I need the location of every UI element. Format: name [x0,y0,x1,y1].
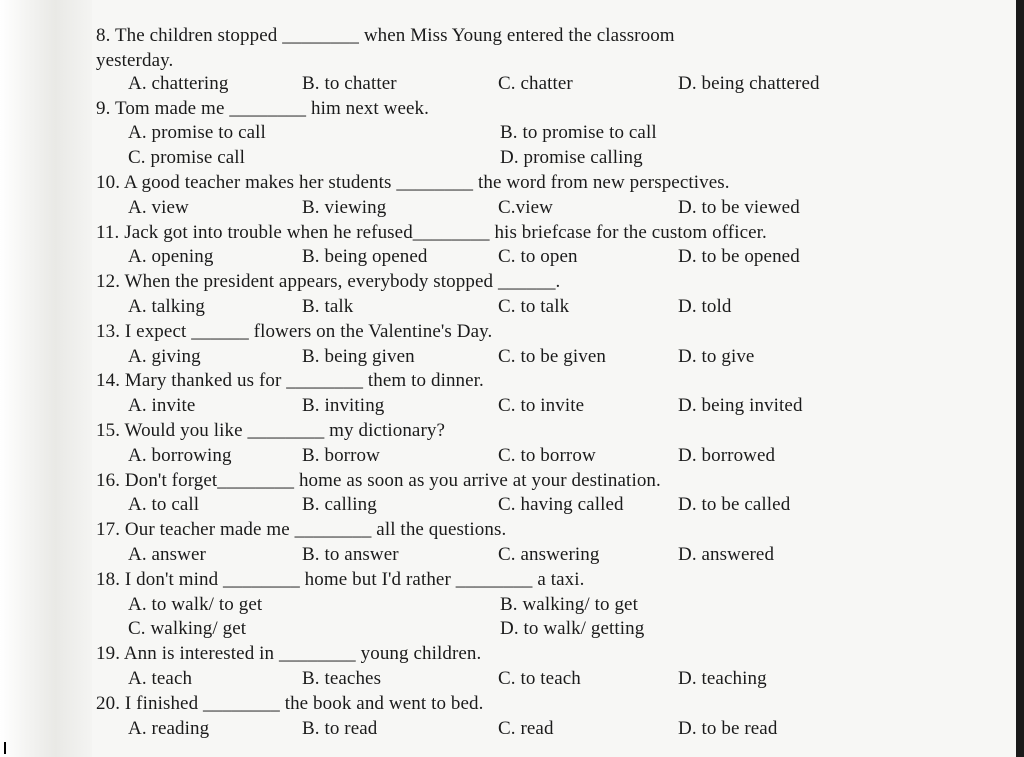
option-c: C. chatter [498,72,573,94]
option-a: A. borrowing [128,444,232,466]
option-b: B. to answer [302,543,399,565]
question-13: 13. I expect ______ flowers on the Valentine's Day. [96,320,493,342]
question-14-options [96,394,956,419]
question-17-options [96,543,956,568]
option-d: D. to be viewed [678,196,800,218]
question-9: 9. Tom made me ________ him next week. [96,97,429,119]
option-a: A. reading [128,717,210,739]
option-c: C. to be given [498,345,606,367]
question-18: 18. I don't mind ________ home but I'd rather ________ a taxi. [96,568,585,590]
option-b: B. to promise to call [500,122,657,144]
question-15-options [96,444,956,469]
question-9-options-row-1 [96,121,956,146]
option-d: D. to be opened [678,246,800,268]
option-c: C. to open [498,246,578,268]
question-9-options-row-2 [96,146,956,171]
option-d: D. to walk/ getting [500,618,645,640]
option-c: C. walking/ get [128,618,247,640]
option-a: A. to walk/ to get [128,593,263,615]
option-d: D. to be read [678,717,778,739]
option-b: B. inviting [302,395,385,417]
option-b: B. borrow [302,444,380,466]
option-a: A. to call [128,494,200,516]
option-b: B. walking/ to get [500,593,638,615]
option-b: B. being given [302,345,415,367]
question-11-options [96,245,956,270]
option-a: A. chattering [128,72,229,94]
question-18-options-row-1 [96,593,956,618]
option-c: C. answering [498,543,600,565]
page-binding-shadow [0,0,92,757]
question-14: 14. Mary thanked us for ________ them to dinner. [96,370,484,392]
option-c: C. to teach [498,667,581,689]
question-8: 8. The children stopped ________ when Miss Young entered the classroom [96,25,675,46]
option-c: C. to borrow [498,444,596,466]
option-d: D. teaching [678,667,767,689]
question-10-options [96,196,956,221]
scan-edge [1016,0,1024,757]
exercise-list [96,24,956,741]
option-c: C. to invite [498,395,585,417]
option-a: A. invite [128,395,196,417]
option-b: B. being opened [302,246,428,268]
option-d: D. to be called [678,494,791,516]
question-16: 16. Don't forget________ home as soon as you arrive at your destination. [96,469,661,491]
question-13-options [96,345,956,370]
question-8-continuation: yesterday. [96,49,174,71]
option-b: B. to chatter [302,72,397,94]
question-19: 19. Ann is interested in ________ young children. [96,643,482,665]
option-c: C. read [498,717,554,739]
option-c: C. to talk [498,295,570,317]
question-18-options-row-2 [96,617,956,642]
question-16-options [96,493,956,518]
option-c: C. having called [498,494,624,516]
question-12: 12. When the president appears, everybody stopped ______. [96,271,561,293]
question-10: 10. A good teacher makes her students ________ the word from new perspectives. [96,171,730,193]
question-8-options [96,72,956,97]
option-d: D. told [678,295,732,317]
option-a: A. view [128,196,189,218]
option-b: B. calling [302,494,377,516]
scan-mark [4,742,6,754]
option-b: B. viewing [302,196,387,218]
option-d: D. being chattered [678,72,820,94]
option-d: D. to give [678,345,755,367]
question-12-options [96,295,956,320]
option-d: D. being invited [678,395,803,417]
question-20-options [96,717,956,742]
option-a: A. giving [128,345,201,367]
option-a: A. answer [128,543,206,565]
option-d: D. promise calling [500,147,643,169]
option-d: D. answered [678,543,775,565]
option-c: C. promise call [128,147,246,169]
option-d: D. borrowed [678,444,776,466]
question-17: 17. Our teacher made me ________ all the questions. [96,519,507,541]
option-b: B. to read [302,717,378,739]
option-a: A. opening [128,246,214,268]
option-a: A. promise to call [128,122,266,144]
question-11: 11. Jack got into trouble when he refused________ his briefcase for the custom officer. [96,221,767,243]
option-b: B. talk [302,295,354,317]
question-20: 20. I finished ________ the book and went to bed. [96,692,484,714]
question-19-options [96,667,956,692]
option-c: C.view [498,196,553,218]
option-a: A. talking [128,295,205,317]
question-15: 15. Would you like ________ my dictionary? [96,419,446,441]
option-b: B. teaches [302,667,382,689]
option-a: A. teach [128,667,193,689]
